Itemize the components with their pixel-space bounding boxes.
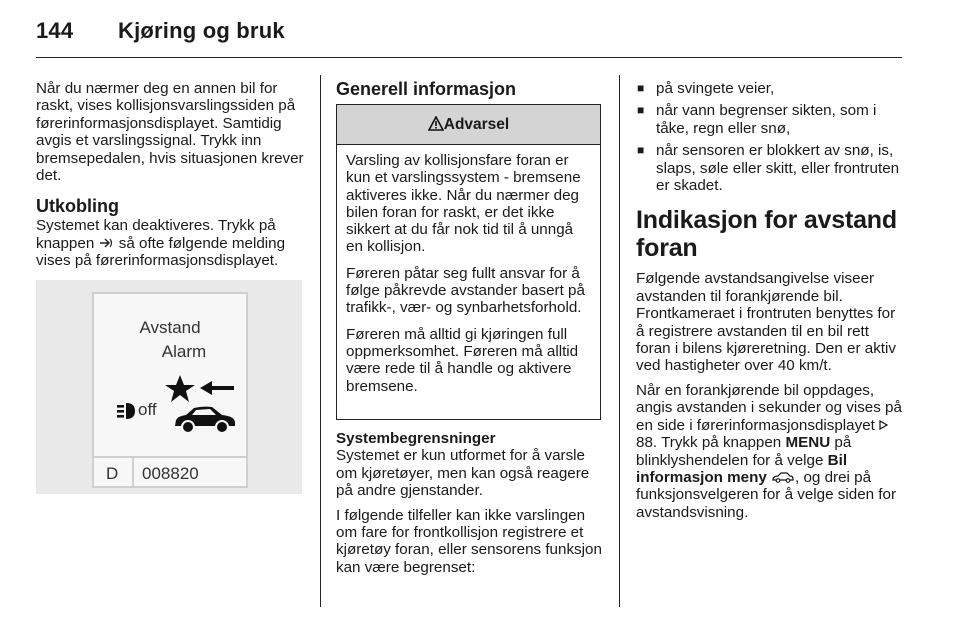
car-icon [172, 404, 238, 434]
menu-button-label: MENU [785, 434, 831, 452]
limits-section [336, 430, 602, 576]
arrow-left-icon [200, 380, 234, 396]
odometer-label: D [106, 464, 119, 483]
display-status: off [138, 400, 157, 419]
warning-body [337, 145, 600, 395]
headlight-icon [116, 400, 136, 422]
distance-text-c: på blinklyshendelen for å velge [636, 434, 852, 469]
display-divider [94, 456, 246, 458]
display-line-1: Avstand [139, 318, 201, 337]
utkobling-heading: Utkobling [36, 196, 119, 217]
distance-text-a: Når en forankjørende bil oppdages, angis avstanden i sekunder og vises på en side i førerinformasjonsdisplayet [636, 381, 902, 434]
driver-info-display [92, 292, 248, 488]
distance-paragraph-2 [636, 382, 902, 521]
utkobling-paragraph [36, 217, 304, 269]
display-vertical-divider [132, 456, 134, 488]
intro-paragraph: Når du nærmer deg en annen bil for raskt, vises kollisjonsvarslingssiden på førerinformasjonsdisplayet. Samtidig avgis et varslingssignal. Trykk inn bremsepedalen, hvis situasjonen krever det. [36, 80, 304, 185]
warning-header [337, 105, 600, 145]
column-1 [36, 80, 304, 270]
limits-heading: Systembegrensninger [336, 430, 496, 447]
reference-arrow-icon [879, 420, 888, 430]
warning-paragraph-3: Føreren må alltid gi kjøringen full oppmerksomhet. Føreren må alltid være rede til å handle og aktivere bremsene. [346, 325, 579, 395]
header-rule [36, 57, 902, 58]
page-header [36, 18, 285, 44]
column-divider-1 [320, 75, 321, 607]
page-reference[interactable]: 88 [636, 434, 653, 452]
distance-heading: Indikasjon for avstand foran [636, 206, 897, 263]
warning-paragraph-2: Føreren påtar seg fullt ansvar for å følge påkrevde avstander basert på trafikk-, vær- og synbarhetsforhold. [346, 264, 585, 317]
warning-triangle-icon [428, 116, 444, 131]
utkobling-text-post: så ofte følgende melding vises på førerinformasjonsdisplayet. [36, 234, 286, 270]
limits-paragraph-1: Systemet er kun utformet for å varsle om kjøretøyer, men kan også reagere på andre gjenstander. [336, 447, 590, 500]
steering-button-icon [99, 237, 115, 249]
distance-text-d: , og drei på funksjonsvelgeren for å velge siden for avstandsvisning. [636, 468, 897, 521]
page-number: 144 [36, 18, 74, 43]
column-3 [636, 80, 902, 521]
distance-text-b: . Trykk på knappen [652, 434, 782, 452]
display-illustration [36, 280, 302, 494]
impact-star-icon [164, 374, 196, 404]
page-title: Kjøring og bruk [118, 18, 285, 43]
limits-bullet-list [636, 80, 902, 194]
utkobling-text-pre: Systemet kan deaktiveres. Trykk på knappen [36, 217, 276, 252]
display-line-2: Alarm [161, 342, 207, 361]
vehicle-info-menu-label: Bil informasjon meny [636, 451, 848, 486]
car-outline-icon [771, 471, 795, 483]
bullet-item: ■ når sensoren er blokkert av snø, is, slaps, søle eller skitt, eller frontruten er skadet. [636, 142, 902, 194]
warning-box [336, 104, 601, 420]
bullet-item: ■ når vann begrenser sikten, som i tåke, regn eller snø, [636, 102, 902, 137]
distance-paragraph-1: Følgende avstandsangivelse viseer avstanden til forankjørende bil. Frontkameraet i frontruten benyttes for å registrere avstanden til en bil rett foran i bilens kjøreretning. Den er aktiv ved hastigheter over 40 km/t. [636, 270, 896, 375]
general-info-heading: Generell informasjon [336, 79, 517, 99]
warning-paragraph-1: Varsling av kollisjonsfare foran er kun et varslingssystem - bremsene aktiveres ikke. Når du nærmer deg bilen foran for raskt, er det ikke sikkert at du får nok tid til å unngå en kollisjon. [346, 152, 581, 256]
column-divider-2 [619, 75, 620, 607]
odometer-value: 008820 [142, 464, 199, 483]
limits-paragraph-2: I følgende tilfeller kan ikke varslingen om fare for frontkollisjon registrere et kjøretøy foran, eller sensorens funksjon kan være begrenset: [336, 506, 602, 576]
warning-title: Advarsel [443, 116, 510, 133]
bullet-item: ■ på svingete veier, [636, 80, 902, 97]
